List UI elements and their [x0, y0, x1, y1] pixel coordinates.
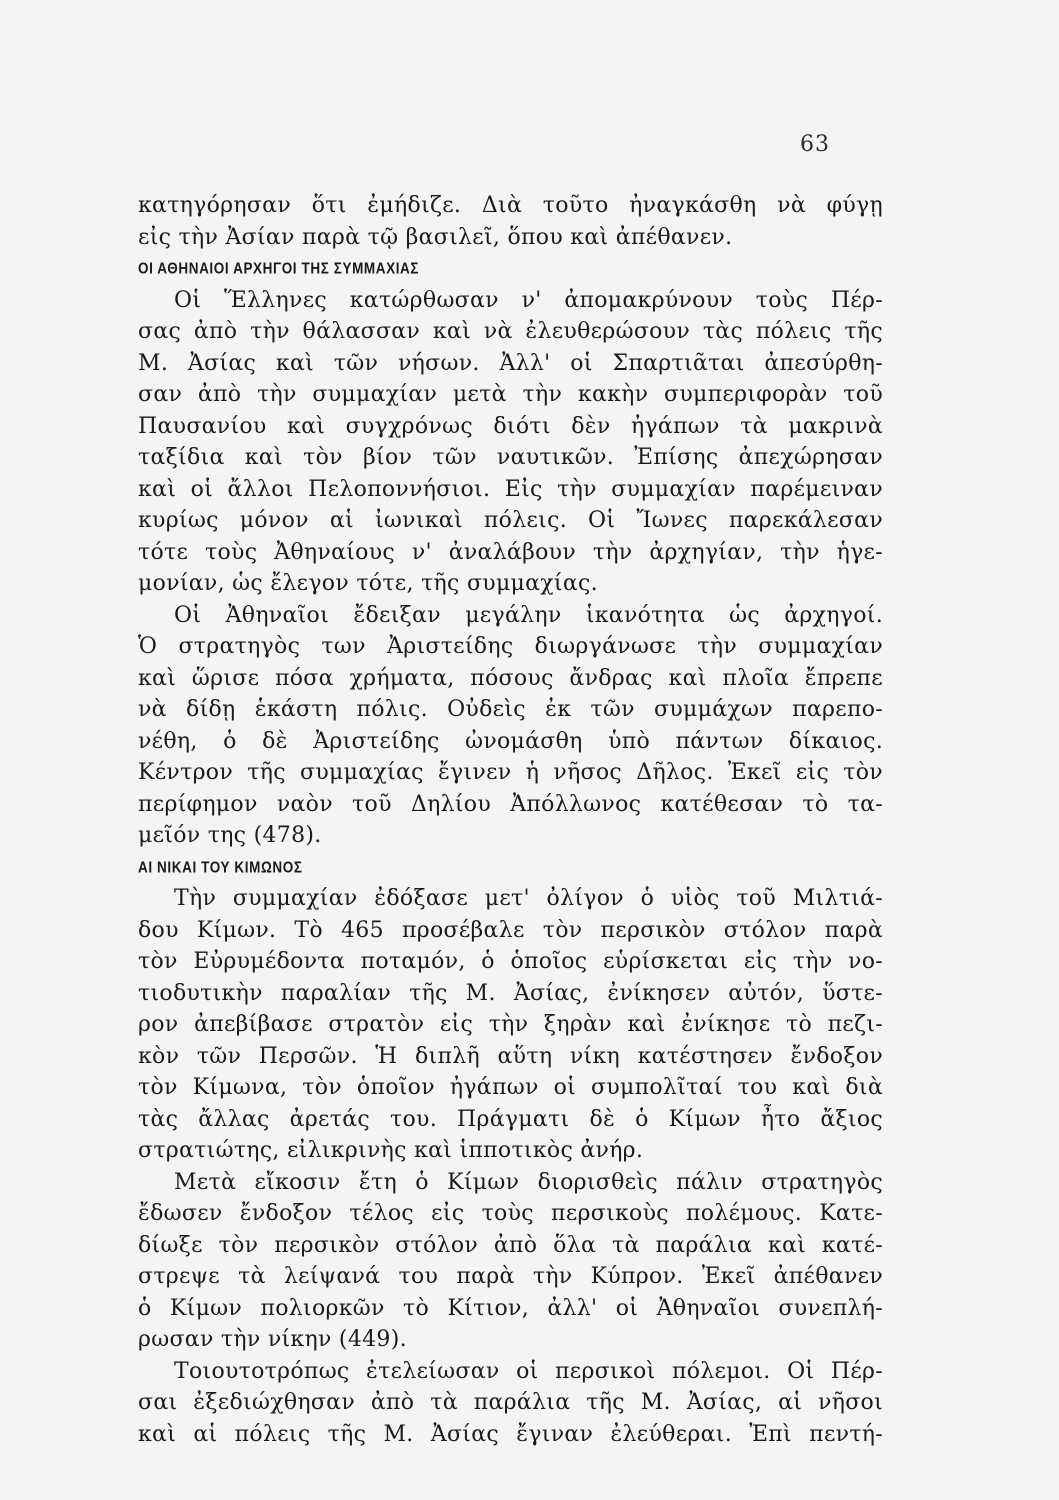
text-line: Παυσανίου καὶ συγχρόνως διότι δὲν ἠγάπων τὰ μακρινὰ	[138, 413, 883, 439]
section-heading	[138, 253, 883, 285]
text-line: τότε τοὺς Ἀθηναίους ν' ἀναλάβουν τὴν ἀρχηγίαν, τὴν ἡγε-	[138, 539, 883, 565]
text-line: Τοιουτοτρόπως ἐτελείωσαν οἱ περσικοὶ πόλεμοι. Οἱ Πέρ-	[174, 1358, 883, 1384]
text-line: Οἱ Ἀθηναῖοι ἔδειξαν μεγάλην ἱκανότητα ὡς ἀρχηγοί.	[174, 602, 883, 628]
text-line: τιοδυτικὴν παραλίαν τῆς Μ. Ἀσίας, ἐνίκησεν αὐτόν, ὕστε-	[138, 980, 883, 1006]
page-number: 63	[800, 132, 830, 157]
text-line: κατηγόρησαν ὅτι ἐμήδιζε. Διὰ τοῦτο ἠναγκάσθη νὰ φύγῃ	[138, 193, 883, 218]
text-line: Οἱ Ἕλληνες κατώρθωσαν ν' ἀπομακρύνουν τοὺς Πέρ-	[174, 287, 883, 313]
text-line: στρεψε τὰ λείψανά του παρὰ τὴν Κύπρον. Ἐκεῖ ἀπέθανεν	[138, 1264, 883, 1289]
text-line: καὶ ὥρισε πόσα χρήματα, πόσους ἄνδρας καὶ πλοῖα ἔπρεπε	[138, 665, 883, 691]
text-line: καὶ αἱ πόλεις τῆς Μ. Ἀσίας ἔγιναν ἐλεύθεραι. Ἐπὶ πεντή-	[138, 1421, 883, 1447]
text-line: ρωσαν τὴν νίκην (449).	[138, 1327, 407, 1352]
text-line: Κέντρον τῆς συμμαχίας ἔγινεν ἡ νῆσος Δῆλος. Ἐκεῖ εἰς τὸν	[138, 760, 883, 785]
section-heading	[138, 852, 883, 884]
section-heading-label: ΑΙ ΝΙΚΑΙ ΤΟΥ ΚΙΜΩΝΟΣ	[138, 858, 303, 876]
text-line: δίωξε τὸν περσικὸν στόλον ἀπὸ ὅλα τὰ παράλια καὶ κατέ-	[138, 1232, 883, 1258]
text-line: Τὴν συμμαχίαν ἐδόξασε μετ' ὀλίγον ὁ υἱὸς τοῦ Μιλτιά-	[174, 886, 883, 911]
text-line: νὰ δίδῃ ἑκάστη πόλις. Οὐδεὶς ἐκ τῶν συμμάχων παρεπο-	[138, 697, 883, 722]
text-line: νέθη, ὁ δὲ Ἀριστείδης ὠνομάσθη ὑπὸ πάντων δίκαιος.	[138, 728, 883, 754]
body-text	[138, 190, 883, 1450]
section-heading-label: ΟΙ ΑΘΗΝΑΙΟΙ ΑΡΧΗΓΟΙ ΤΗΣ ΣΥΜΜΑΧΙΑΣ	[138, 259, 420, 278]
text-line: δου Κίμων. Τὸ 465 προσέβαλε τὸν περσικὸν στόλον παρὰ	[138, 917, 883, 943]
text-line: στρατιώτης, εἰλικρινὴς καὶ ἱπποτικὸς ἀνήρ.	[138, 1138, 644, 1163]
text-line: Μετὰ εἴκοσιν ἔτη ὁ Κίμων διορισθεὶς πάλιν στρατηγὸς	[174, 1169, 883, 1195]
text-line: ἔδωσεν ἔνδοξον τέλος εἰς τοὺς περσικοὺς πολέμους. Κατε-	[138, 1201, 883, 1226]
text-line: εἰς τὴν Ἀσίαν παρὰ τῷ βασιλεῖ, ὅπου καὶ ἀπέθανεν.	[138, 224, 733, 250]
text-line: κυρίως μόνον αἱ ἰωνικαὶ πόλεις. Οἱ Ἴωνες παρεκάλεσαν	[138, 508, 883, 533]
text-line: μεῖόν της (478).	[138, 823, 322, 848]
text-line: καὶ οἱ ἄλλοι Πελοποννήσιοι. Εἰς τὴν συμμαχίαν παρέμειναν	[138, 476, 883, 502]
text-line: σας ἀπὸ τὴν θάλασσαν καὶ νὰ ἐλευθερώσουν τὰς πόλεις τῆς	[138, 319, 883, 344]
text-line: τὸν Κίμωνα, τὸν ὁποῖον ἠγάπων οἱ συμπολῖταί του καὶ διὰ	[138, 1075, 883, 1100]
text-line: κὸν τῶν Περσῶν. Ἡ διπλῆ αὕτη νίκη κατέστησεν ἔνδοξον	[138, 1043, 883, 1069]
text-line: σαι ἐξεδιώχθησαν ἀπὸ τὰ παράλια τῆς Μ. Ἀσίας, αἱ νῆσοι	[138, 1390, 883, 1415]
text-line: Μ. Ἀσίας καὶ τῶν νήσων. Ἀλλ' οἱ Σπαρτιᾶται ἀπεσύρθη-	[138, 350, 883, 376]
text-line: ρον ἀπεβίβασε στρατὸν εἰς τὴν ξηρὰν καὶ ἐνίκησε τὸ πεζι-	[138, 1012, 883, 1037]
text-line: ὁ Κίμων πολιορκῶν τὸ Κίτιον, ἀλλ' οἱ Ἀθηναῖοι συνεπλή-	[138, 1295, 883, 1321]
text-line: περίφημον ναὸν τοῦ Δηλίου Ἀπόλλωνος κατέθεσαν τὸ τα-	[138, 791, 883, 817]
text-line: τὸν Εὐρυμέδοντα ποταμόν, ὁ ὁποῖος εὑρίσκεται εἰς τὴν νο-	[138, 949, 883, 974]
text-line: τὰς ἄλλας ἀρετάς του. Πράγματι δὲ ὁ Κίμων ἦτο ἄξιος	[138, 1106, 883, 1132]
text-line: μονίαν, ὡς ἔλεγον τότε, τῆς συμμαχίας.	[138, 571, 598, 596]
text-line: Ὁ στρατηγὸς των Ἀριστείδης διωργάνωσε τὴν συμμαχίαν	[138, 634, 883, 659]
text-line: ταξίδια καὶ τὸν βίον τῶν ναυτικῶν. Ἐπίσης ἀπεχώρησαν	[138, 445, 883, 470]
text-line: σαν ἀπὸ τὴν συμμαχίαν μετὰ τὴν κακὴν συμπεριφορὰν τοῦ	[138, 382, 883, 407]
